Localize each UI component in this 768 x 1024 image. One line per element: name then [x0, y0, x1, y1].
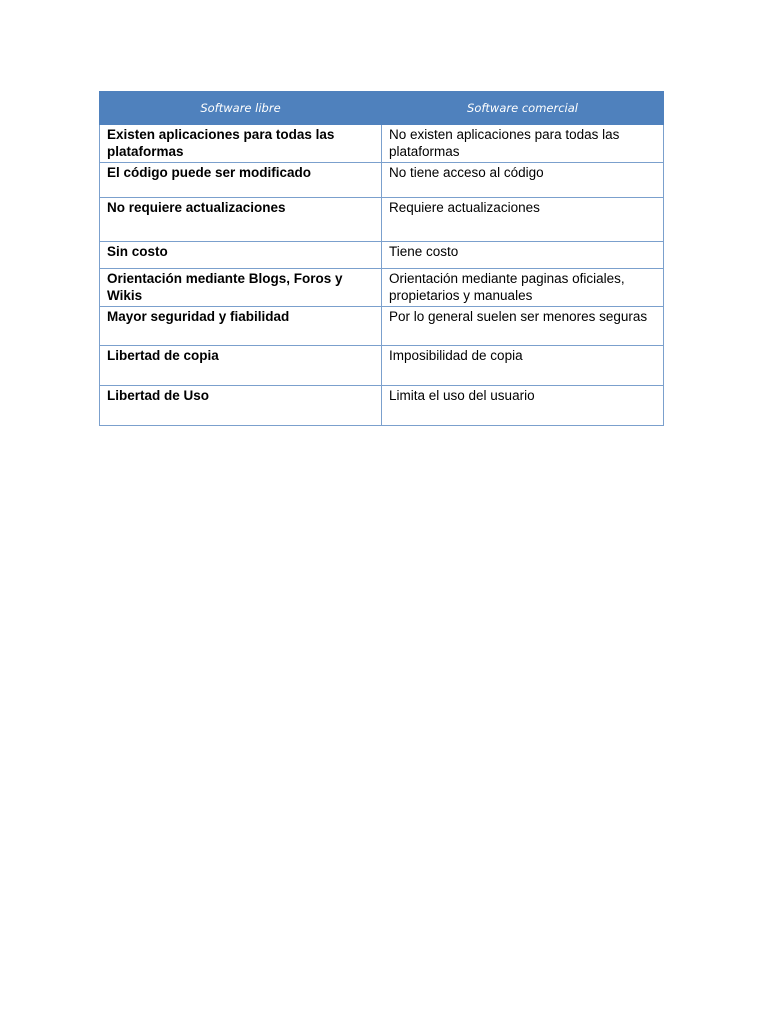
free-software-cell: Orientación mediante Blogs, Foros y Wikis — [100, 269, 382, 307]
commercial-software-cell: Tiene costo — [382, 242, 664, 269]
free-software-cell: Libertad de copia — [100, 346, 382, 386]
commercial-software-cell: Limita el uso del usuario — [382, 386, 664, 426]
table-row — [100, 163, 664, 198]
table-row — [100, 386, 664, 426]
header-software-comercial: Software comercial — [382, 92, 664, 125]
table-row — [100, 269, 664, 307]
free-software-cell: Mayor seguridad y fiabilidad — [100, 307, 382, 346]
table-row — [100, 346, 664, 386]
table-header — [100, 92, 664, 125]
commercial-software-cell: Orientación mediante paginas oficiales, propietarios y manuales — [382, 269, 664, 307]
table-row — [100, 125, 664, 163]
free-software-cell: El código puede ser modificado — [100, 163, 382, 198]
commercial-software-cell: No tiene acceso al código — [382, 163, 664, 198]
commercial-software-cell: Por lo general suelen ser menores seguras — [382, 307, 664, 346]
table-row — [100, 242, 664, 269]
header-row — [100, 92, 664, 125]
comparison-table — [99, 91, 664, 426]
header-software-libre: Software libre — [100, 92, 382, 125]
table-row — [100, 198, 664, 242]
table-body — [100, 125, 664, 426]
free-software-cell: No requiere actualizaciones — [100, 198, 382, 242]
commercial-software-cell: No existen aplicaciones para todas las plataformas — [382, 125, 664, 163]
free-software-cell: Existen aplicaciones para todas las plataformas — [100, 125, 382, 163]
table-row — [100, 307, 664, 346]
commercial-software-cell: Requiere actualizaciones — [382, 198, 664, 242]
free-software-cell: Sin costo — [100, 242, 382, 269]
commercial-software-cell: Imposibilidad de copia — [382, 346, 664, 386]
free-software-cell: Libertad de Uso — [100, 386, 382, 426]
